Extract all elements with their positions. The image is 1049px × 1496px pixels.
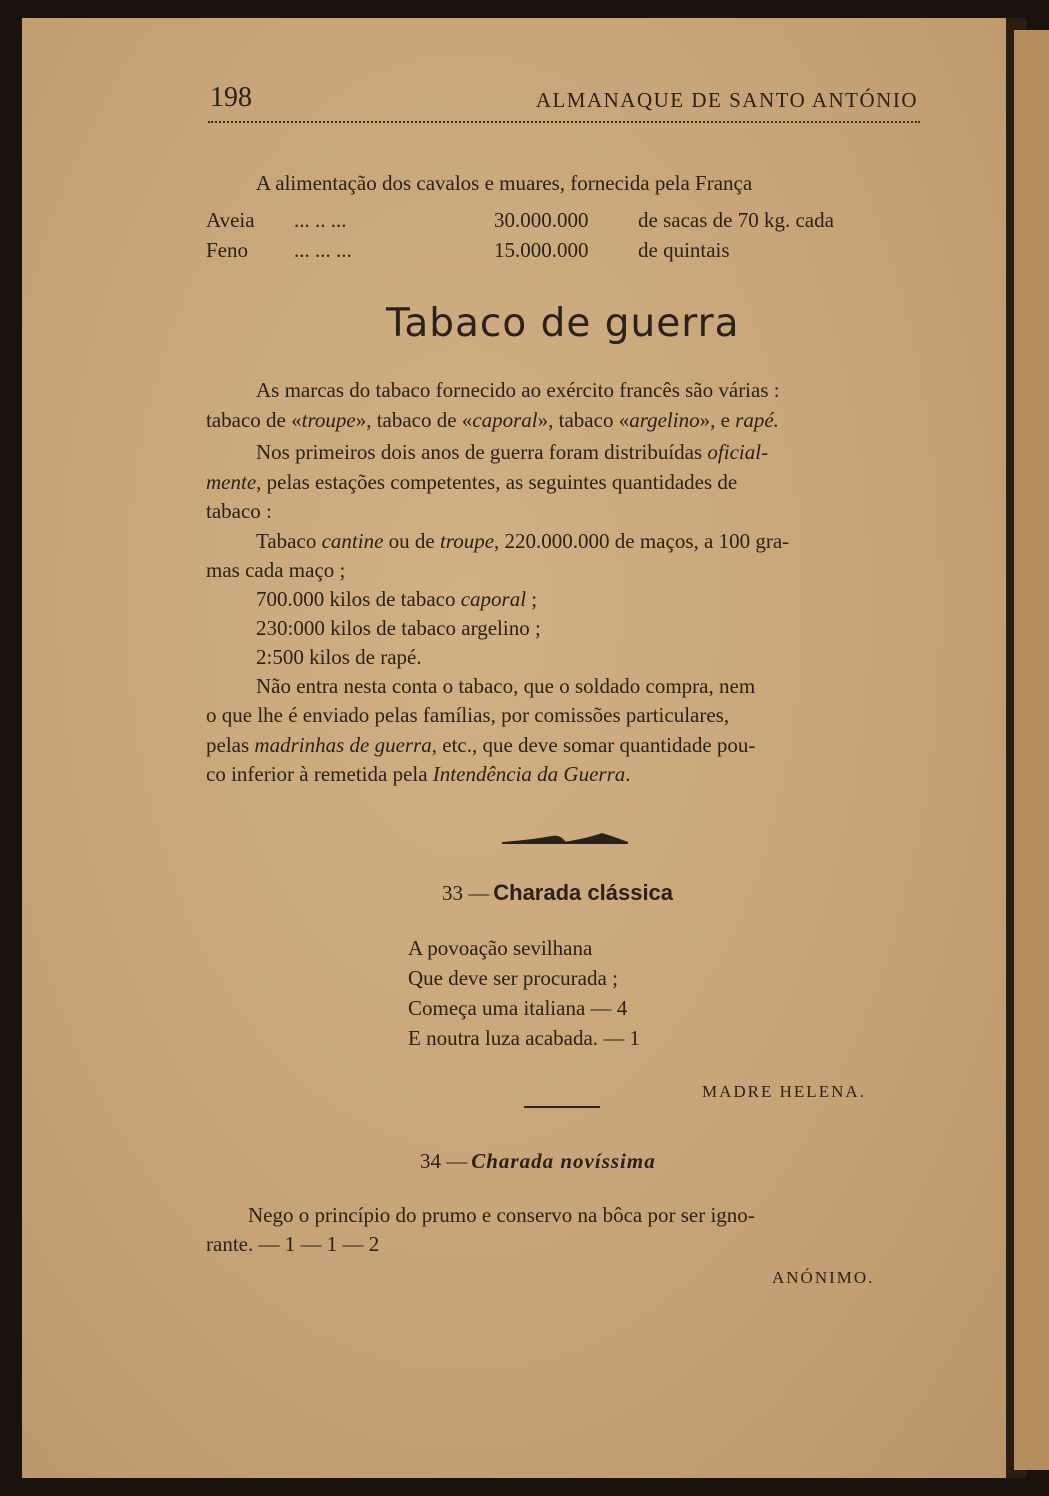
para2-line1: Nos primeiros dois anos de guerra foram distribuídas oficial- xyxy=(256,440,769,464)
charada34-number: 34 — xyxy=(420,1149,468,1173)
verse-line: Que deve ser procurada ; xyxy=(408,966,618,990)
verse-line: A povoação sevilhana xyxy=(408,936,593,960)
charada34-heading xyxy=(420,1149,656,1174)
para2-line3: tabaco : xyxy=(206,499,272,523)
forage-dots: ... .. ... xyxy=(294,208,347,232)
intro-line: A alimentação dos cavalos e muares, fornecida pela França xyxy=(256,171,753,195)
list-line5: 2:500 kilos de rapé. xyxy=(256,645,422,669)
verse-line: Começa uma italiana — 4 xyxy=(408,996,628,1020)
forage-quantity: 30.000.000 xyxy=(494,208,589,232)
charada34-line2: rante. — 1 — 1 — 2 xyxy=(206,1232,380,1256)
charada34-title: Charada novíssima xyxy=(471,1149,656,1173)
forage-dots: ... ... ... xyxy=(294,238,352,262)
charada34-line1: Nego o princípio do prumo e conservo na bôca por ser igno- xyxy=(248,1203,755,1227)
charada34-author: ANÓNIMO. xyxy=(772,1268,875,1287)
para1-line2: tabaco de «troupe», tabaco de «caporal», tabaco «argelino», e rapé. xyxy=(206,408,779,432)
charada33-author: MADRE HELENA. xyxy=(702,1082,866,1101)
para2-line2: mente, pelas estações competentes, as seguintes quantidades de xyxy=(206,470,738,494)
list-line4: 230:000 kilos de tabaco argelino ; xyxy=(256,616,541,640)
forage-item: Feno xyxy=(206,238,248,262)
para1-line1: As marcas do tabaco fornecido ao exército francês são várias : xyxy=(256,378,780,402)
para3-line3: pelas madrinhas de guerra, etc., que deve somar quantidade pou- xyxy=(206,733,756,757)
para3-line4: co inferior à remetida pela Intendência da Guerra. xyxy=(206,762,631,786)
running-title: ALMANAQUE DE SANTO ANTÓNIO xyxy=(535,88,918,112)
charada33-heading xyxy=(442,880,673,906)
list-line1: Tabaco cantine ou de troupe, 220.000.000 de maços, a 100 gra- xyxy=(256,529,790,553)
page xyxy=(22,18,1006,1478)
list-line2: mas cada maço ; xyxy=(206,558,346,582)
ornament-divider xyxy=(500,828,630,846)
verse-line: E noutra luza acabada. — 1 xyxy=(408,1026,641,1050)
forage-unit: de quintais xyxy=(638,238,730,262)
para3-line2: o que lhe é enviado pelas famílias, por comissões particulares, xyxy=(206,703,730,727)
list-line3: 700.000 kilos de tabaco caporal ; xyxy=(256,587,538,611)
forage-item: Aveia xyxy=(206,208,255,232)
forage-unit: de sacas de 70 kg. cada xyxy=(638,208,834,232)
separator-rule xyxy=(524,1106,600,1108)
para3-line1: Não entra nesta conta o tabaco, que o soldado compra, nem xyxy=(256,674,756,698)
section-title: Tabaco de guerra xyxy=(386,301,740,346)
charada33-title: Charada clássica xyxy=(493,880,674,905)
charada33-number: 33 — xyxy=(442,881,490,905)
header-rule xyxy=(208,121,920,123)
forage-quantity: 15.000.000 xyxy=(494,238,589,262)
next-page-edge xyxy=(1014,30,1049,1470)
page-number: 198 xyxy=(210,82,252,113)
